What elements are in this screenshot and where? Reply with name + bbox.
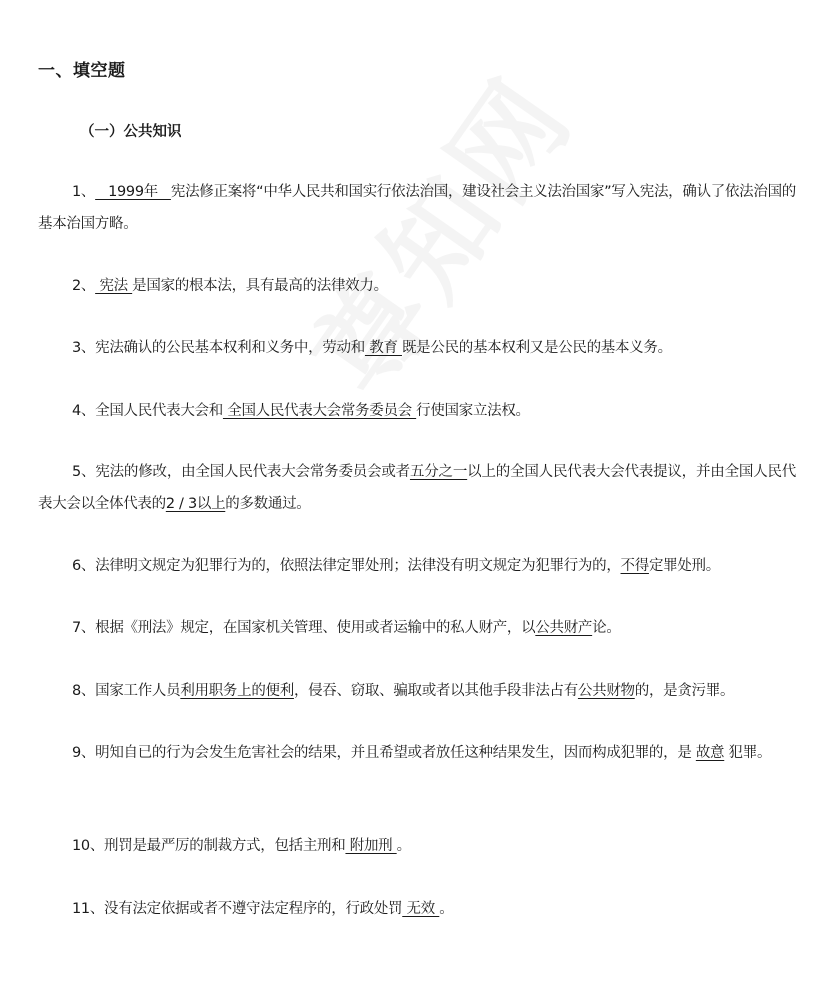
question-3: 3、宪法确认的公民基本权利和义务中，劳动和 教育 既是公民的基本权利又是公民的基本义务。 [72,340,672,356]
question-7: 7、根据《刑法》规定，在国家机关管理、使用或者运输中的私人财产，以公共财产论。 [72,620,621,636]
answer-3: 教育 [364,340,402,356]
question-5: 5、宪法的修改，由全国人民代表大会常务委员会或者五分之一以上的全国人民代表大会代表提议，并由全国人民代表大会以全体代表的2 / 3以上的多数通过。 [38,464,796,512]
answer-1: 1999年 [95,184,171,200]
question-9: 9、明知自已的行为会发生危害社会的结果，并且希望或者放任这种结果发生，因而构成犯罪的，是 故意 犯罪。 [72,745,772,761]
question-4: 4、全国人民代表大会和 全国人民代表大会常务委员会 行使国家立法权。 [72,403,530,419]
subsection-title: （一）公共知识 [80,124,182,140]
answer-11: 无效 [402,901,440,917]
answer-5b: 2 / 3以上 [165,496,226,512]
section-title: 一、填空题 [38,61,126,81]
question-8: 8、国家工作人员利用职务上的便利，侵吞、窃取、骗取或者以其他手段非法占有公共财物的，是贪污罪。 [72,683,735,699]
answer-7: 公共财产 [535,620,593,636]
answer-9: 故意 [695,745,725,761]
question-2: 2、 宪法 是国家的根本法，具有最高的法律效力。 [72,278,388,294]
answer-2: 宪法 [95,278,133,294]
answer-8a: 利用职务上的便利 [180,683,294,699]
answer-4: 全国人民代表大会常务委员会 [222,403,417,419]
question-11: 11、没有法定依据或者不遵守法定程序的，行政处罚 无效 。 [72,901,454,917]
answer-6: 不得 [620,558,649,574]
answer-5a: 五分之一 [409,464,468,480]
answer-10: 附加刑 [345,838,397,854]
answer-8b: 公共财物 [577,683,635,699]
question-10: 10、刑罚是最严厉的制裁方式，包括主刑和 附加刑 。 [72,838,411,854]
question-1: 1、 1999年 宪法修正案将“中华人民共和国实行依法治国，建设社会主义法治国家”写入宪法，确认了依法治国的基本治国方略。 [38,184,796,232]
question-6: 6、法律明文规定为犯罪行为的，依照法律定罪处刑；法律没有明文规定为犯罪行为的，不得定罪处刑。 [72,558,720,574]
